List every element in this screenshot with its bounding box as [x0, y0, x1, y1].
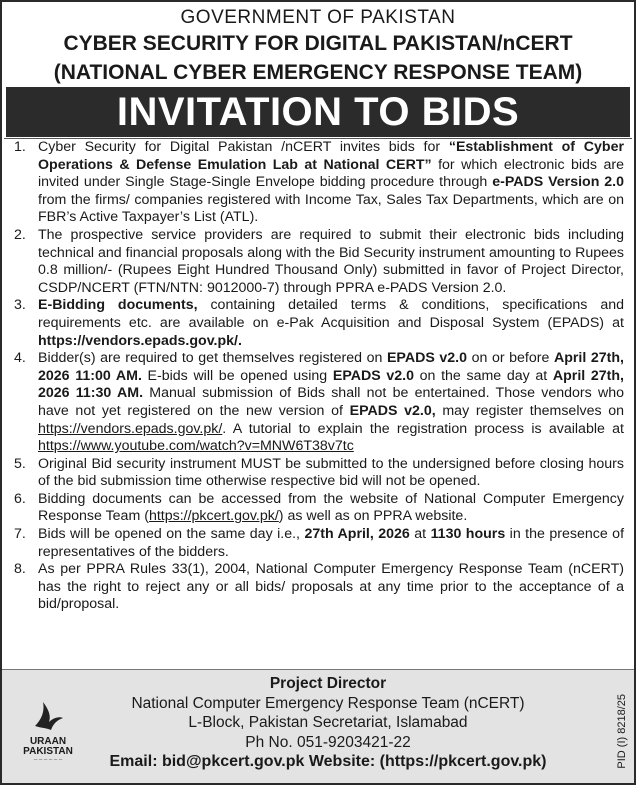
item-text: Bidding documents can be accessed from the website of National Computer Emergency Response Team ( [38, 490, 624, 525]
item-text: The prospective service providers are required to submit their electronic bids including technical and financial proposals along with the Bid Security instrument amounting to Rupees 0.8 million/- (Rupees Eight Hundred Thousand Only) submitted in favor of Project Director, CSDP/NCERT (FTN/NTN: 9012000-7) through PPRA e-PADS Version 2.0. [38, 226, 624, 296]
invitation-banner: INVITATION TO BIDS [6, 87, 630, 137]
item-text: EPADS v2.0 [332, 367, 414, 384]
item-text: Original Bid security instrument MUST be submitted to the undersigned before closing hours of the bid submission time otherwise respective bid will not be opened. [38, 455, 624, 490]
item-text: Manual submission of Bids shall not be entertained. Those vendors who have not yet registered on the new version of [38, 385, 624, 419]
list-item [12, 227, 624, 297]
item-text: e-PADS Version 2.0 [492, 174, 625, 191]
list-item [12, 526, 624, 561]
org-name: National Computer Emergency Response Team (nCERT) [131, 694, 525, 712]
item-number: 5. [14, 455, 26, 472]
pid-number: PID (I) 8218/25 [616, 694, 628, 769]
logo-text-pakistan: PAKISTAN [23, 746, 73, 757]
item-text: “Establishment of Cyber Operations & Defense Emulation Lab at National CERT” [38, 139, 624, 173]
bird-icon [31, 700, 65, 732]
item-text: April 27th, 2026 11:30 AM. [38, 367, 624, 402]
item-number: 6. [14, 490, 26, 507]
item-text: April 27th, 2026 11:00 AM. [38, 350, 624, 384]
item-text: Bids will be opened on the same day i.e., [38, 526, 305, 543]
item-link[interactable]: https://www.youtube.com/watch?v=MNW6T38v7tc [38, 438, 354, 455]
item-link[interactable]: https://pkcert.gov.pk/ [148, 508, 279, 525]
contact-block [62, 674, 594, 772]
address: L-Block, Pakistan Secretariat, Islamabad [188, 714, 468, 731]
phone-number: Ph No. 051-9203421-22 [245, 733, 411, 751]
item-text: at [409, 526, 431, 543]
item-text: Bidder(s) are required to get themselves registered on [38, 350, 387, 367]
signatory-title: Project Director [269, 675, 387, 692]
list-item [12, 456, 624, 491]
logo-tagline: ‒ ‒ ‒ ‒ ‒ ‒ [33, 757, 63, 763]
item-number: 2. [14, 226, 26, 243]
government-title: GOVERNMENT OF PAKISTAN [180, 7, 456, 28]
item-text: on or before [467, 350, 554, 367]
org-title-line1: CYBER SECURITY FOR DIGITAL PAKISTAN/nCERT [63, 32, 573, 55]
item-text: https://vendors.epads.gov.pk/. [38, 332, 242, 349]
terms-list [2, 139, 634, 614]
item-text: in the presence of representatives of the bidders. [38, 526, 625, 560]
item-link[interactable]: https://vendors.epads.gov.pk/ [38, 420, 223, 437]
list-item [12, 139, 624, 227]
item-number: 7. [14, 526, 26, 543]
notice-footer [2, 669, 634, 783]
notice-header [2, 7, 634, 87]
item-text: Cyber Security for Digital Pakistan /nCERT invites bids for [38, 139, 449, 155]
item-text: E-bids will be opened using [141, 367, 333, 384]
item-text: ) as well as on PPRA website. [278, 508, 468, 525]
item-number: 1. [14, 139, 26, 155]
item-text: . A tutorial to explain the registration process is available at [222, 420, 624, 437]
item-text: As per PPRA Rules 33(1), 2004, National Computer Emergency Response Team (nCERT) has the right to reject any or all bids/ proposals at any time prior to the acceptance of a bid/proposal. [38, 561, 624, 613]
item-text: from the firms/ companies registered with Income Tax, Sales Tax Departments, which are on FBR’s Active Taxpayer’s List (ATL). [38, 191, 624, 226]
list-item [12, 350, 624, 456]
item-number: 8. [14, 561, 26, 578]
item-text: 27th April, 2026 [304, 526, 410, 543]
list-item [12, 561, 624, 614]
item-text: containing detailed terms & conditions, specifications and requirements etc. are available on e-Pak Acquisition and Disposal System (EPADS) at [38, 297, 624, 331]
org-title-line2: (NATIONAL CYBER EMERGENCY RESPONSE TEAM) [53, 61, 583, 84]
item-text: E-Bidding documents, [38, 297, 198, 314]
item-number: 4. [14, 350, 26, 367]
logo-text-uraan: URAAN [29, 736, 67, 747]
item-text: EPADS v2.0 [386, 350, 467, 367]
list-item [12, 491, 624, 526]
email-website: Email: bid@pkcert.gov.pk Website: (https://pkcert.gov.pk) [109, 753, 547, 770]
item-text: on the same day at [413, 367, 553, 384]
item-text: 1130 hours [430, 526, 506, 543]
item-text: EPADS v2.0, [349, 402, 436, 419]
list-item [12, 297, 624, 350]
item-text: for which electronic bids are invited under Single Stage-Single Envelope bidding procedure through [38, 156, 624, 191]
item-text: may register themselves on [435, 402, 625, 419]
item-number: 3. [14, 297, 26, 314]
